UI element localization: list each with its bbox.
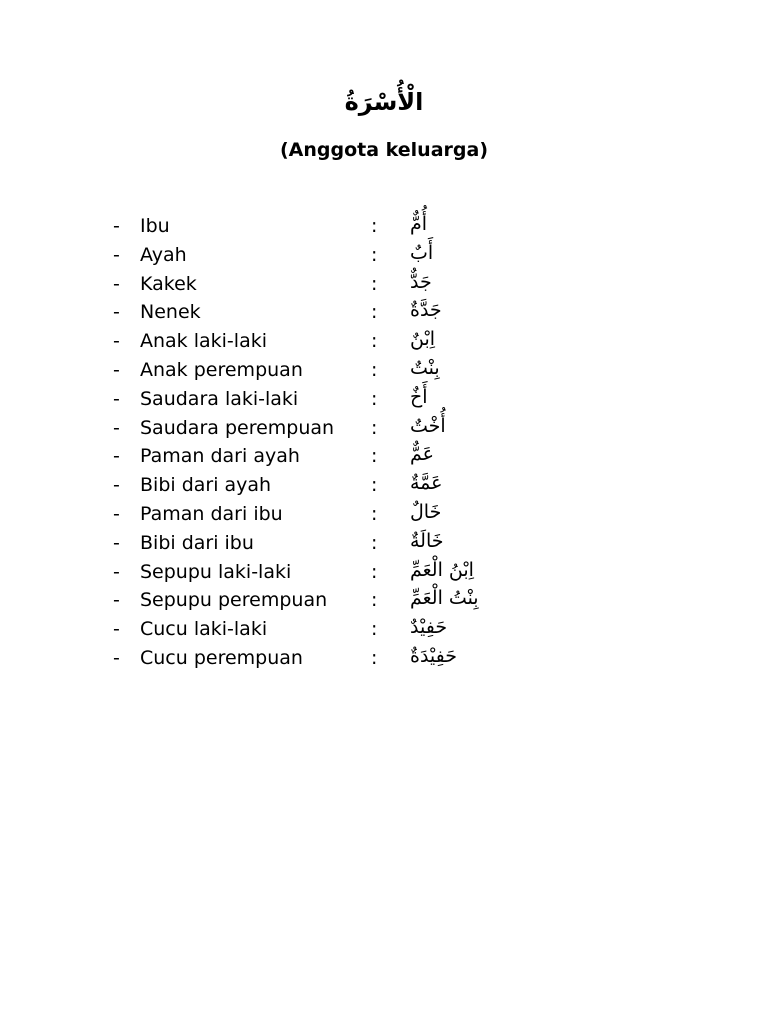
term-indonesian: Anak laki-laki [140,330,267,353]
list-item [0,529,768,558]
separator-colon: : [371,416,378,439]
list-bullet: - [113,358,120,381]
term-indonesian: Cucu laki-laki [140,618,268,641]
separator-colon: : [371,589,378,612]
term-arabic: بِنْتُ الْعَمِّ [410,587,479,610]
term-arabic: عَمَّةٌ [410,472,443,495]
term-indonesian: Kakek [140,272,197,295]
term-arabic: اِبْنٌ [410,328,436,351]
term-arabic: جَدَّةٌ [410,299,442,322]
term-arabic: أُمٌّ [410,213,428,235]
list-bullet: - [113,387,120,410]
separator-colon: : [371,243,378,266]
separator-colon: : [371,474,378,497]
separator-colon: : [371,618,378,641]
separator-colon: : [371,646,378,669]
term-arabic: خَالَةٌ [410,529,444,552]
vocabulary-list [0,212,768,673]
term-indonesian: Bibi dari ibu [140,531,254,554]
term-indonesian: Nenek [140,301,201,324]
term-indonesian: Saudara perempuan [140,416,335,439]
term-indonesian: Saudara laki-laki [140,387,299,410]
page-subtitle: (Anggota keluarga) [279,139,489,161]
list-bullet: - [113,330,120,353]
term-arabic: حَفِيْدٌ [410,616,448,639]
list-item [0,500,768,529]
list-item [0,241,768,270]
term-arabic: عَمٌّ [410,443,434,466]
separator-colon: : [371,358,378,381]
list-bullet: - [113,646,120,669]
list-item [0,356,768,385]
term-arabic: خَالٌ [410,500,442,523]
list-item [0,327,768,356]
term-arabic: أَخٌ [410,385,428,408]
list-bullet: - [113,416,120,439]
separator-colon: : [371,502,378,525]
list-bullet: - [113,215,120,237]
term-arabic: أَبٌ [410,241,434,264]
term-arabic: جَدٌّ [410,270,432,293]
term-arabic: بِنْتٌ [410,356,440,379]
separator-colon: : [371,215,378,237]
list-bullet: - [113,502,120,525]
term-indonesian: Ayah [140,243,187,266]
term-indonesian: Cucu perempuan [140,646,303,669]
list-item [0,586,768,615]
list-bullet: - [113,589,120,612]
term-arabic: اِبْنُ الْعَمِّ [410,558,474,581]
list-bullet: - [113,560,120,583]
term-indonesian: Sepupu laki-laki [140,560,292,583]
list-item [0,615,768,644]
list-item [0,442,768,471]
separator-colon: : [371,445,378,468]
list-bullet: - [113,618,120,641]
list-bullet: - [113,272,120,295]
term-arabic: حَفِيْدَةٌ [410,644,458,667]
list-item [0,385,768,414]
term-indonesian: Paman dari ayah [140,445,300,468]
page-title-arabic: الْأُسْرَةُ [344,88,424,116]
list-bullet: - [113,474,120,497]
list-item [0,471,768,500]
term-indonesian: Bibi dari ayah [140,474,272,497]
term-indonesian: Ibu [140,215,170,237]
term-indonesian: Paman dari ibu [140,502,283,525]
list-item [0,414,768,443]
separator-colon: : [371,387,378,410]
list-item [0,212,768,241]
list-bullet: - [113,301,120,324]
list-item [0,558,768,587]
list-item [0,644,768,673]
list-item [0,270,768,299]
separator-colon: : [371,301,378,324]
separator-colon: : [371,531,378,554]
list-bullet: - [113,445,120,468]
list-item [0,298,768,327]
separator-colon: : [371,330,378,353]
list-bullet: - [113,243,120,266]
term-arabic: أُخْتٌ [410,414,446,437]
term-indonesian: Sepupu perempuan [140,589,328,612]
separator-colon: : [371,560,378,583]
list-bullet: - [113,531,120,554]
term-indonesian: Anak perempuan [140,358,303,381]
separator-colon: : [371,272,378,295]
